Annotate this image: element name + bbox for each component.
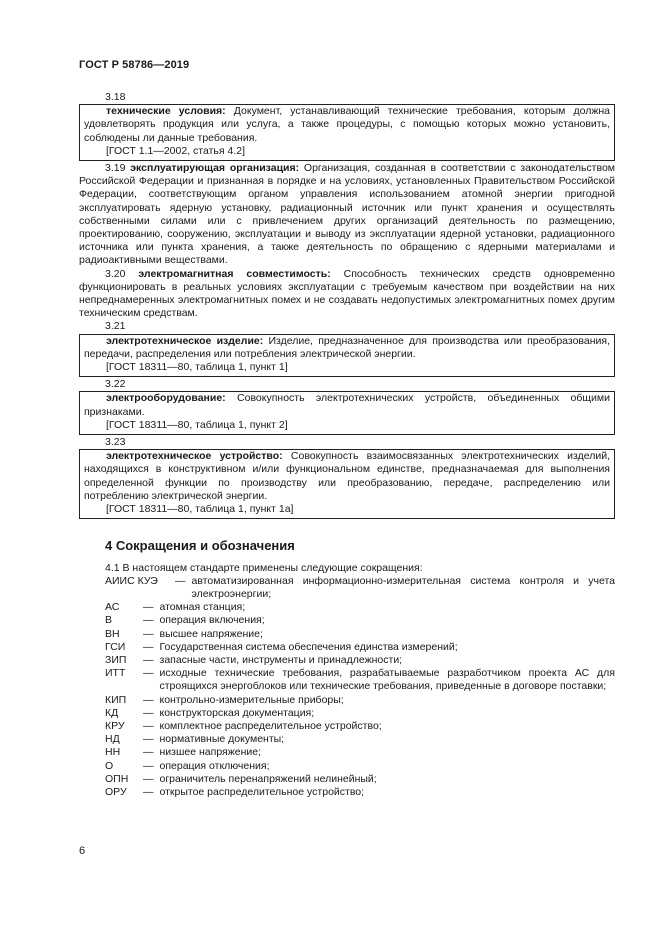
term-paragraph-3-20 (79, 268, 615, 321)
abbreviation-dash: — (175, 574, 186, 587)
abbreviation-code: ОРУ (105, 785, 127, 798)
abbreviation-definition: запасные части, инструменты и принадлежности; (159, 653, 403, 666)
abbreviation-definition: открытое распределительное устройство; (159, 785, 365, 798)
term-source: [ГОСТ 1.1—2002, статья 4.2] (106, 144, 245, 157)
abbreviation-definition: Государственная система обеспечения единства измерений; (159, 640, 458, 653)
abbreviation-row (79, 575, 615, 601)
abbreviation-dash: — (143, 601, 154, 614)
term-name: технические условия: (106, 105, 226, 118)
term-number: 3.23 (105, 436, 126, 449)
term-name: эксплуатирующая организация: (130, 162, 300, 175)
standard-designation: ГОСТ Р 58786—2019 (79, 59, 190, 71)
abbreviation-code: В (105, 614, 113, 627)
term-text: Совокупность электротехнических устройств, объединенных общими признаками. (84, 392, 610, 418)
abbreviation-definition: конструкторская документация; (159, 706, 315, 719)
term-number: 3.20 (105, 267, 126, 280)
term-box-3-21 (79, 334, 615, 378)
abbreviation-dash: — (143, 667, 154, 680)
term-source: [ГОСТ 18311—80, таблица 1, пункт 1] (106, 361, 288, 374)
term-source: [ГОСТ 18311—80, таблица 1, пункт 2] (106, 418, 288, 431)
abbreviation-code: О (105, 759, 114, 772)
abbreviation-row (79, 654, 615, 667)
abbreviation-row (79, 720, 615, 733)
abbreviation-dash: — (143, 719, 154, 732)
term-paragraph-3-19 (79, 162, 615, 268)
abbreviation-code: ИТТ (105, 667, 126, 680)
term-definition (84, 392, 610, 418)
term-number: 3.22 (105, 378, 126, 391)
term-text: Организация, созданная в соответствии с законодательством Российской Федерации и признанная в порядке и на условиях, установленных Правительством Российской Федерации, соответствующим органом управления использованием атомной энергии пригодной эксплуатировать ядерную установку, радиационный источник или пункт хранения и осуществлять собственными силами или с привлечением других организаций деятельность по размещению, проектированию, сооружению, эксплуатации и выводу из эксплуатации ядерной установки, радиационного источника или пункта хранения, а также деятельность по обращению с ядерными материалами и радиоактивными веществами. (79, 162, 616, 267)
abbreviation-definition: автоматизированная информационно-измерительная система контроля и учета электроэнергии; (191, 574, 615, 600)
abbreviation-dash: — (143, 627, 154, 640)
abbreviation-row (79, 667, 615, 693)
abbreviation-definition: операция включения; (159, 614, 265, 627)
abbreviation-dash: — (143, 614, 154, 627)
abbreviation-definition: атомная станция; (159, 601, 246, 614)
abbreviation-code: КД (105, 706, 119, 719)
term-number: 3.18 (105, 91, 126, 103)
abbreviation-dash: — (143, 640, 154, 653)
term-source: [ГОСТ 18311—80, таблица 1, пункт 1а] (106, 503, 294, 516)
abbreviation-row (79, 601, 615, 614)
term-text: Способность технических средств одновременно функционировать в реальных условиях эксплуатации с требуемым качеством при воздействии на них непреднамеренных электромагнитных помех и не создавать недопустимых электромагнитных помех другим техническим средствам. (79, 267, 615, 320)
abbreviation-code: ОПН (105, 772, 129, 785)
term-definition (84, 105, 610, 145)
term-box-3-23 (79, 449, 615, 519)
abbreviation-code: ГСИ (105, 640, 126, 653)
abbreviation-row (79, 746, 615, 759)
abbreviation-code: ВН (105, 627, 120, 640)
abbreviation-definition: операция отключения; (159, 759, 270, 772)
page-number: 6 (79, 845, 86, 857)
term-text: Совокупность взаимосвязанных электротехнических изделий, находящихся в конструктивном и/или функциональном единстве, предназначаемая для выполнения определенной функции по производству или преобразованию, передаче, распределению или потреблению электрической энергии. (84, 450, 611, 502)
abbreviation-dash: — (143, 746, 154, 759)
term-definition (84, 450, 610, 503)
abbreviation-row (79, 641, 615, 654)
abbreviation-row (79, 614, 615, 627)
abbreviation-row (79, 760, 615, 773)
abbreviation-definition: исходные технические требования, разрабатываемые разработчиком проекта АС для строящихся энергоблоков или технические требования, приведенные в договоре поставки; (159, 667, 615, 693)
term-number: 3.21 (105, 320, 126, 333)
term-box-3-18 (79, 104, 615, 161)
section-intro: 4.1 В настоящем стандарте применены следующие сокращения: (105, 561, 423, 574)
abbreviation-code: НН (105, 746, 121, 759)
abbreviation-row (79, 707, 615, 720)
abbreviation-row (79, 786, 615, 799)
abbreviation-definition: комплектное распределительное устройство; (159, 719, 382, 732)
term-text: Документ, устанавливающий технические требования, которым должна удовлетворять продукция или услуга, а также процедуры, с помощью которых можно установить, соблюдены ли данные требования. (84, 105, 610, 144)
abbreviation-dash: — (143, 785, 154, 798)
abbreviation-dash: — (143, 772, 154, 785)
abbreviation-code: ЗИП (105, 653, 127, 666)
abbreviation-row (79, 694, 615, 707)
term-box-3-22 (79, 391, 615, 435)
abbreviation-code: АС (105, 601, 120, 614)
term-text: Изделие, предназначенное для производства или преобразования, передачи, распределения или потребления электрической энергии. (84, 334, 610, 360)
abbreviation-row (79, 773, 615, 786)
abbreviation-definition: высшее напряжение; (159, 627, 263, 640)
abbreviation-row (79, 628, 615, 641)
abbreviation-dash: — (143, 733, 154, 746)
term-number: 3.19 (105, 162, 126, 175)
abbreviation-row (79, 733, 615, 746)
abbreviation-dash: — (143, 693, 154, 706)
abbreviation-code: КИП (105, 693, 127, 706)
abbreviation-definition: нормативные документы; (159, 733, 285, 746)
abbreviation-definition: контрольно-измерительные приборы; (159, 693, 344, 706)
term-name: электротехническое устройство: (106, 450, 283, 463)
page-content (79, 91, 615, 799)
abbreviation-code: АИИС КУЭ (105, 574, 158, 587)
term-name: электротехническое изделие: (106, 334, 264, 347)
term-definition (84, 335, 610, 361)
abbreviation-definition: ограничитель перенапряжений нелинейный; (159, 772, 377, 785)
abbreviation-dash: — (143, 706, 154, 719)
abbreviation-code: КРУ (105, 719, 125, 732)
abbreviation-dash: — (143, 759, 154, 772)
term-name: электрооборудование: (106, 392, 226, 405)
section-heading: 4 Сокращения и обозначения (105, 538, 295, 554)
abbreviation-definition: низшее напряжение; (159, 746, 262, 759)
abbreviation-code: НД (105, 733, 120, 746)
term-name: электромагнитная совместимость: (138, 267, 331, 280)
abbreviation-dash: — (143, 653, 154, 666)
abbreviation-list (79, 575, 615, 799)
